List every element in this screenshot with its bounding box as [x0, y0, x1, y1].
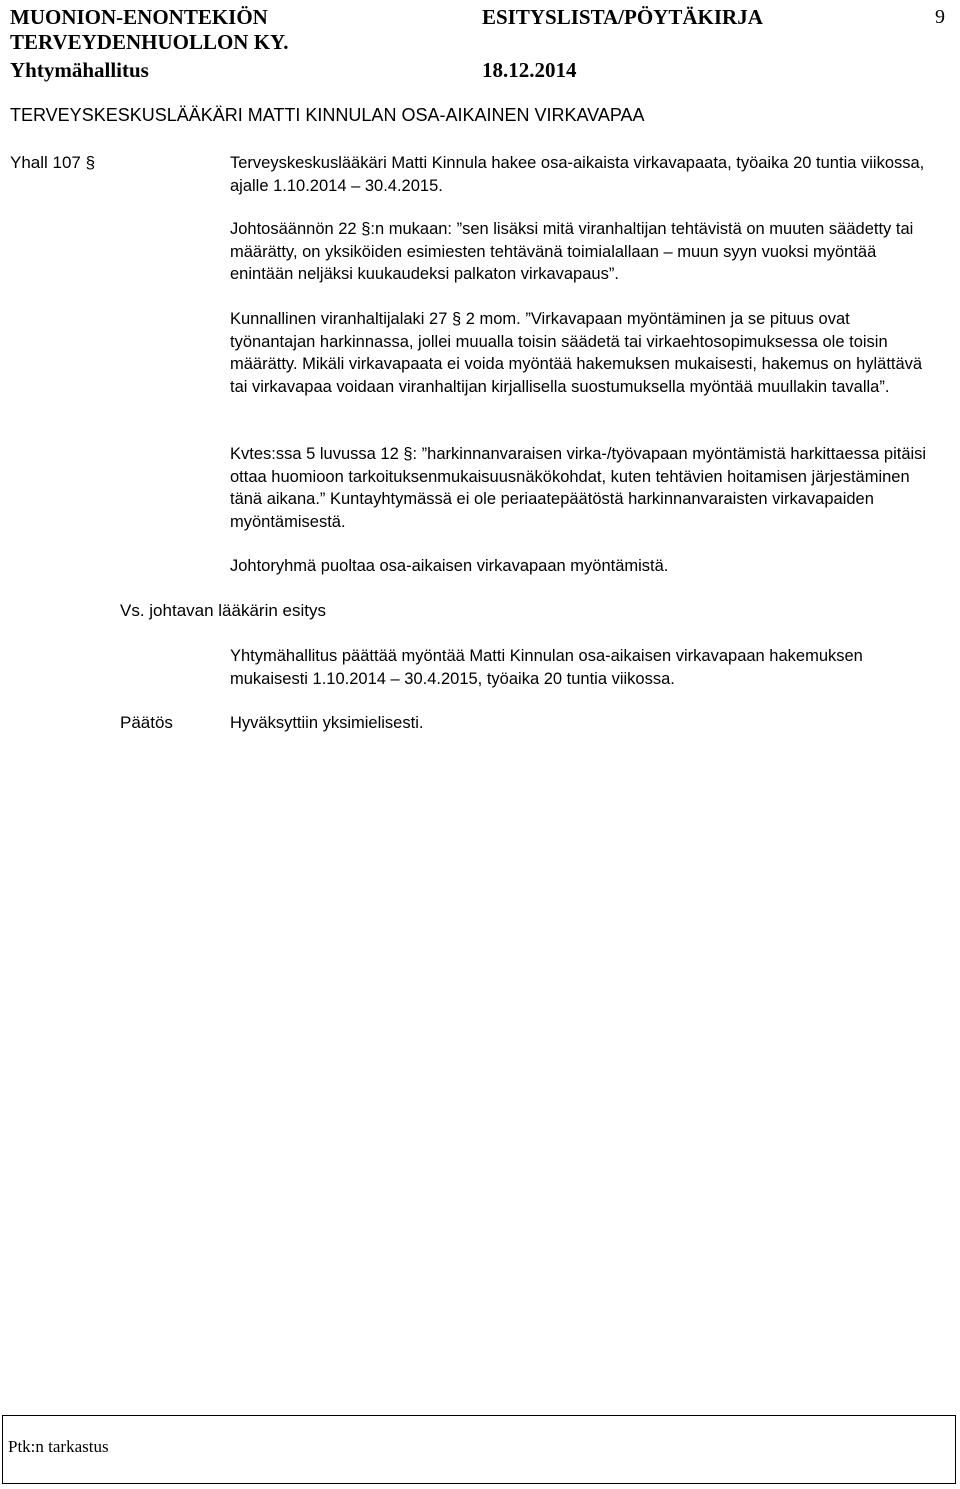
paragraph-1	[230, 218, 930, 286]
body-name: Yhtymähallitus	[10, 58, 149, 82]
paragraph-text: Kunnallinen viranhaltijalaki 27 § 2 mom. ”Virkavapaan myöntäminen ja se pituus ovat työnantajan harkinnassa, jollei muualla toisin säädetä tai virkaehtosopimuksessa ole toisin määrätty. Mikäli virkavapaata ei voida myöntää hakemuksen mukaisesti, hakemus on hylättävä tai virkavapaa voidaan viranhaltijan kirjallisella suostumuksella myöntää muullakin tavalla”.	[230, 310, 923, 396]
paragraph-3	[230, 443, 930, 533]
decision-label: Päätös	[120, 713, 173, 732]
minutes-check-box	[2, 1415, 956, 1484]
proposal-label: Vs. johtavan lääkärin esitys	[120, 601, 326, 620]
item-intro	[230, 152, 930, 197]
proposal-text: Yhtymähallitus päättää myöntää Matti Kinnulan osa-aikaisen virkavapaan hakemuksen mukaisesti 1.10.2014 – 30.4.2015, työaika 20 tuntia viikossa.	[230, 647, 863, 688]
document-type: ESITYSLISTA/PÖYTÄKIRJA	[482, 5, 763, 29]
paragraph-4	[230, 555, 930, 578]
minutes-check-label: Ptk:n tarkastus	[8, 1437, 109, 1456]
intro-text: Terveyskeskuslääkäri Matti Kinnula hakee osa-aikaista virkavapaata, työaika 20 tuntia viikossa, ajalle 1.10.2014 – 30.4.2015.	[230, 154, 925, 195]
paragraph-2	[230, 308, 930, 398]
item-label: Yhall 107 §	[10, 153, 96, 172]
paragraph-text: Kvtes:ssa 5 luvussa 12 §: ”harkinnanvaraisen virka-/työvapaan myöntämistä harkittaessa pitäisi ottaa huomioon tarkoituksenmukaisuusnäkökohdat, kuten tehtävien hoitamisen järjestäminen tänä aikana.” Kuntayhtymässä ei ole periaatepäätöstä harkinnanvaraisten virkavapaiden myöntämisestä.	[230, 445, 927, 531]
decision-text-block	[230, 712, 930, 735]
paragraph-text: Johtoryhmä puoltaa osa-aikaisen virkavapaan myöntämistä.	[230, 557, 669, 575]
org-name-line1: MUONION-ENONTEKIÖN	[10, 5, 268, 29]
proposal-text-block	[230, 645, 930, 690]
paragraph-text: Johtosäännön 22 §:n mukaan: ”sen lisäksi mitä viranhaltijan tehtävistä on muuten säädetty tai määrätty, on yksiköiden esimiesten tehtävänä toimialallaan – muun syyn vuoksi myöntää enintään neljäksi kuukaudeksi palkaton virkavapaus”.	[230, 220, 914, 283]
decision-text: Hyväksyttiin yksimielisesti.	[230, 714, 424, 732]
section-title: TERVEYSKESKUSLÄÄKÄRI MATTI KINNULAN OSA-AIKAINEN VIRKAVAPAA	[10, 105, 645, 125]
meeting-date: 18.12.2014	[482, 58, 577, 82]
page-number: 9	[935, 6, 945, 28]
org-name-line2: TERVEYDENHUOLLON KY.	[10, 30, 289, 54]
